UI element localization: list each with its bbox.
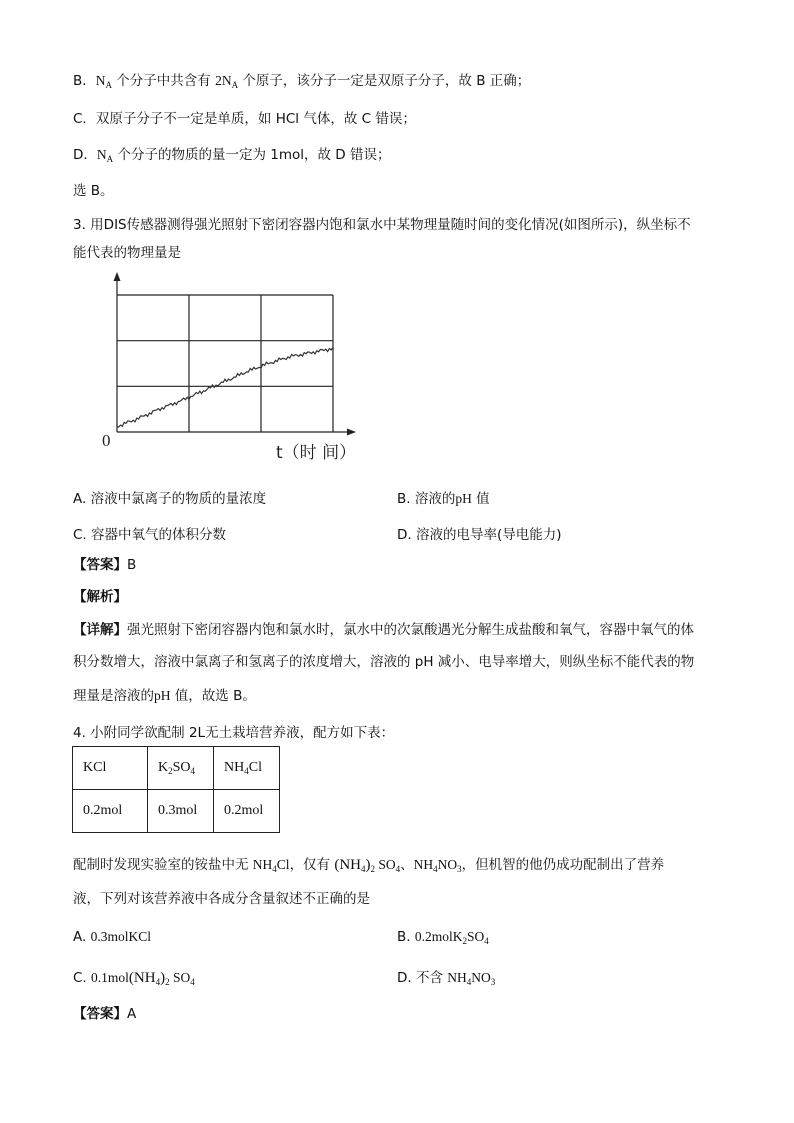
q3-detail-line3: 理量是溶液的pH 值，故选 B。 — [73, 688, 256, 704]
explanation-line-b: B．$N_A$ 个分子中共含有 $2N_A$ 个原子，该分子一定是双原子分子，故 B 正确； — [73, 73, 531, 90]
x-axis-label: t（时 间） — [276, 443, 357, 463]
table-header-row — [73, 747, 280, 790]
explanation-line-c: C．双原子分子不一定是单质，如 HCl 气体，故 C 错误； — [73, 111, 416, 127]
q3-answer: 【答案】B — [73, 557, 137, 573]
chart-grid — [117, 295, 333, 432]
q4-continue-line1: 配制时发现实验室的铵盐中无 $NH_4Cl$，仅有 $(NH_4)_2$ $SO_4$、$NH_4NO_3$，但机智的他仍成功配制出了营养 — [73, 857, 665, 874]
origin-label: 0 — [102, 431, 111, 450]
q3-detail-line1: 【详解】强光照射下密闭容器内饱和氯水时，氯水中的次氯酸遇光分解生成盐酸和氧气，容器中氧气的体 — [73, 622, 694, 638]
q3-analysis-label: 【解析】 — [73, 589, 127, 605]
table-header-k2so4: $K_2SO_4$ — [148, 747, 214, 790]
table-cell: 0.2mol — [214, 790, 280, 833]
q4-recipe-table — [72, 746, 280, 833]
q3-option-b: B. 溶液的pH 值 — [397, 491, 490, 507]
q3-option-c: C. 容器中氧气的体积分数 — [73, 527, 227, 543]
q4-stem: 4. 小附同学欲配制 2L无土栽培营养液，配方如下表： — [73, 725, 395, 741]
q3-stem-line2: 能代表的物理量是 — [73, 245, 181, 261]
q4-option-b: B. $0.2molK_2SO_4$ — [397, 929, 489, 946]
q3-stem-line1: 3. 用DIS传感器测得强光照射下密闭容器内饱和氯水中某物理量随时间的变化情况(如图所示)，纵坐标不 — [73, 217, 691, 233]
q4-option-a: A. 0.3molKCl — [73, 929, 151, 945]
q4-continue-line2: 液，下列对该营养液中各成分含量叙述不正确的是 — [73, 891, 370, 907]
explanation-conclusion: 选 B。 — [73, 183, 114, 199]
y-axis-arrow — [114, 272, 121, 281]
q4-option-c: C. $0.1mol(NH_4)_2$ $SO_4$ — [73, 970, 195, 987]
table-cell: 0.3mol — [148, 790, 214, 833]
data-series-line — [117, 347, 333, 427]
table-row — [73, 790, 280, 833]
explanation-line-d: D．$N_A$ 个分子的物质的量一定为 1mol，故 D 错误； — [73, 147, 391, 164]
q3-detail-line2: 积分数增大，溶液中氯离子和氢离子的浓度增大，溶液的 pH 减小、电导率增大，则纵坐标不能代表的物 — [73, 654, 695, 670]
q3-option-d: D. 溶液的电导率(导电能力) — [397, 527, 562, 543]
table-header-nh4cl: $NH_4Cl$ — [214, 747, 280, 790]
table-cell: 0.2mol — [73, 790, 148, 833]
q4-option-d: D. 不含 $NH_4NO_3$ — [397, 970, 496, 987]
x-axis-arrow — [347, 429, 356, 436]
q3-option-a: A. 溶液中氯离子的物质的量浓度 — [73, 491, 267, 507]
q4-answer: 【答案】A — [73, 1006, 137, 1022]
table-header-kcl: KCl — [73, 747, 148, 790]
q3-chart — [100, 270, 370, 470]
